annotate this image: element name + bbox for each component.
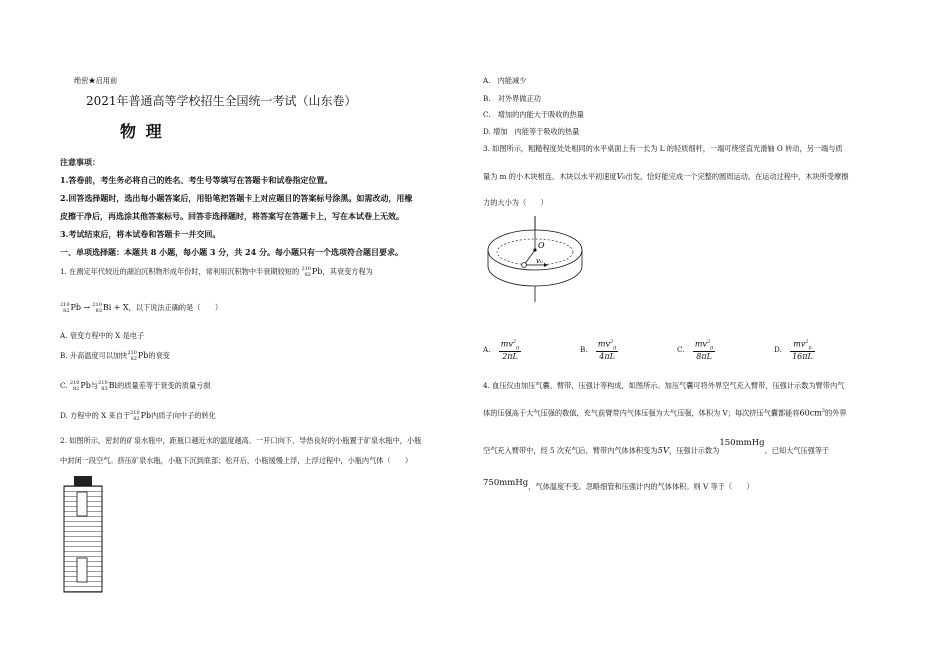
label-o: O [538,241,545,250]
question-2-option-d: D. 增加 内能等于吸收的热量 [483,127,580,136]
rotating-table-diagram [486,216,586,302]
notice-title: 注意事项： [60,157,100,167]
question-1-option-c: C. 210 82Pb与210 83Bi的质量差等于衰变的质量亏损 [60,380,211,392]
question-4-line: 空气充入臂带中，经 5 次充气后，臂带内气体体积变为5V，压强计示数为150mmHg。已知大气压强等于 [483,438,830,456]
exam-title: 2021年普通高等学校招生全国统一考试（山东卷） [86,94,357,108]
question-3-option-c: C. $\frac{mv^2_0}{8\pi L}$ [677,339,714,362]
question-3-line: 力的大小为（ ） [483,198,548,207]
small-vial [77,492,87,516]
question-1-stem: 1. 在测定年代较近的湖泊沉积物形成年份时，常利用沉积物中半衰期较短的 210 82Pb，其衰变方程为 [60,266,373,278]
question-2-option-c: C. 增加的内能大于吸收的热量 [483,110,584,119]
notice-item: 3.考试结束后，将本试卷和答题卡一并交回。 [60,229,221,239]
question-1-equation: 210 82Pb → 210 83Bi + X，以下说法正确的是（ ） [60,302,223,314]
bottle-diagram [58,474,110,596]
question-1-option-d: D. 方程中的 X 来自于210 82Pb内质子向中子的转化 [60,410,216,422]
question-1-option-a: A. 衰变方程中的 X 是电子 [60,331,145,340]
notice-item: 1.答卷前，考生务必将自己的姓名、考生号等填写在答题卡和试卷指定位置。 [60,175,333,185]
notice-item: 2.回答选择题时，选出每小题答案后，用铅笔把答题卡上对应题目的答案标号涂黑。如需改动，用橡 [60,193,413,203]
isotope-pb: 210 82 [301,266,311,278]
question-4-line: 4. 血压仪由加压气囊、臂带，压强计等构成，如图所示。加压气囊可将外界空气充入臂带，压强计示数为臂带内气 [483,381,845,390]
question-2-option-b: B. 对外界做正功 [483,94,541,103]
secret-label: 绝密★启用前 [74,76,118,85]
section-heading: 一、单项选择题：本题共 8 小题，每小题 3 分，共 24 分。每小题只有一个选项符合题目要求。 [60,247,403,257]
notice-item: 皮擦干净后，再选涂其他答案标号。回答非选择题时，将答案写在答题卡上，写在本试卷上无效。 [60,211,404,221]
question-3-option-a: A. $\frac{mv^2_0}{2\pi L}$ [483,339,520,362]
question-1-option-b: B. 升高温度可以加快210 82Pb的衰变 [60,350,170,362]
wood-block [522,263,527,268]
question-4-line: 体的压强高于大气压强的数值，充气前臂带内气体压强为大气压强，体积为 V；每次挤压气囊都能将$60cm^3$的外界 [483,408,847,418]
question-3-line: 量为 m 的小木块相连。木块以水平初速度V₀出发，恰好能完成一个完整的圆周运动。在运动过程中，木块所受摩擦 [483,172,849,181]
bottle-cap [74,476,92,486]
question-2-line: 2. 如图所示，密封的矿泉水瓶中，距瓶口越近水的温度越高。一开口向下、导热良好的小瓶置于矿泉水瓶中，小瓶 [60,436,422,445]
subject-title: 物 理 [120,122,164,141]
question-2-option-a: A. 内能减少 [483,76,527,85]
small-vial-bottom [77,558,87,582]
question-3-option-d: D. $\frac{mv^2_0}{16\pi L}$ [774,339,813,362]
question-4-line: 750mmHg，气体温度不变。忽略细管和压强计内的气体体积。则 V 等于（ ） [483,478,754,491]
question-3-line: 3. 如图所示，粗糙程度处处相同的水平桌面上有一长为 L 的轻质细杆，一端可绕竖直光滑轴 O 转动，另一端与质 [483,144,843,153]
question-3-option-b: B. $\frac{mv^2_0}{4\pi L}$ [580,339,617,362]
label-v0: v₀ [536,257,543,265]
question-2-line: 中封闭一段空气。挤压矿泉水瓶，小瓶下沉到底部；松开后，小瓶缓慢上浮，上浮过程中，小瓶内气体（ ） [60,456,413,465]
